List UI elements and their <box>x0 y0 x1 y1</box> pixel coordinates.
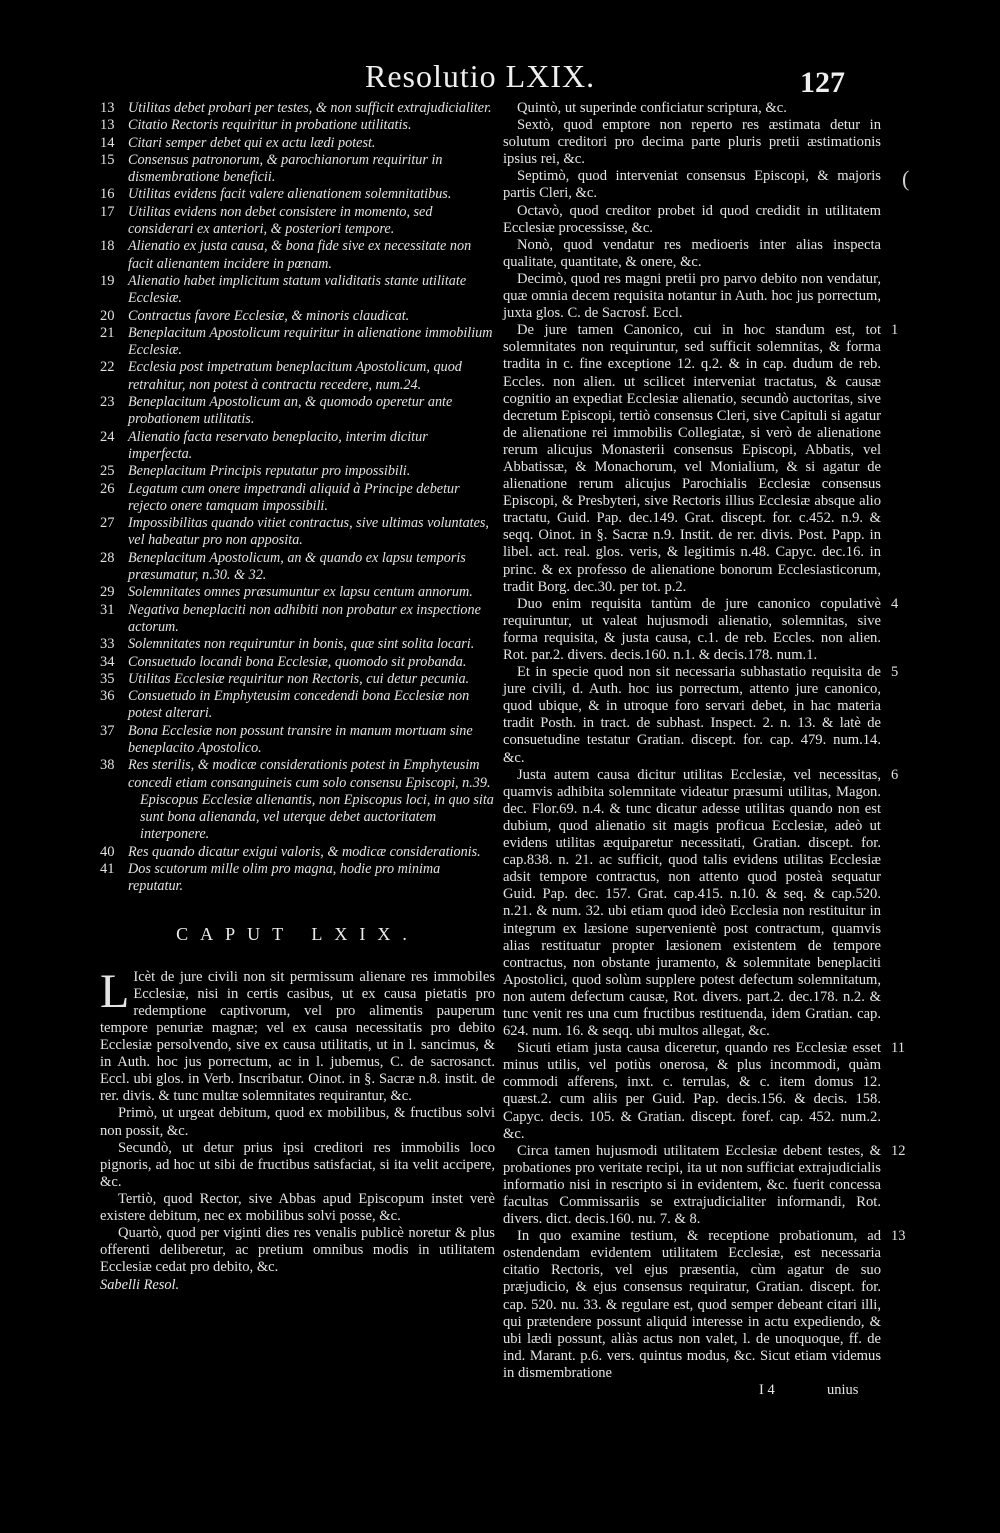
signature-mark: I 4 <box>759 1382 775 1399</box>
index-text: Beneplacitum Principis reputatur pro impossibili. <box>128 463 411 480</box>
index-entry <box>100 654 495 671</box>
index-number: 28 <box>100 549 115 566</box>
paragraph <box>503 322 899 596</box>
index-entry <box>100 792 495 844</box>
index-text: Consuetudo in Emphyteusim concedendi bona Ecclesiæ non potest alterari. <box>128 688 470 722</box>
paragraph <box>503 664 899 767</box>
index-number: 26 <box>100 480 115 497</box>
footer-line <box>503 1382 881 1400</box>
index-text: Negativa beneplaciti non adhibiti non probatur ex inspectione actorum. <box>128 601 481 635</box>
index-text: Consuetudo locandi bona Ecclesiæ, quomodo sit probanda. <box>128 653 467 670</box>
index-number: 22 <box>100 359 115 376</box>
index-text: Utilitas Ecclesiæ requiritur non Rectoris, cui detur pecunia. <box>128 670 470 687</box>
index-text: Beneplacitum Apostolicum requiritur in alienatione immobilium Ecclesiæ. <box>128 324 493 359</box>
index-text: Utilitas evidens facit valere alienationem solemnitatibus. <box>128 186 452 203</box>
paragraph-text: Decimò, quod res magni pretii pro parvo debito non vendatur, quæ omnia decem requisita notantur in Auth. hoc jus porrectum, juxta glos. C. de Sacrosf. Eccl. <box>503 270 881 322</box>
paragraph: Tertiò, quod Rector, sive Abbas apud Episcopum instet verè existere debitum, nec ex mobilibus solvi posse, &c. <box>100 1190 495 1224</box>
paragraph <box>503 100 881 117</box>
index-text: Alienatio facta reservato beneplacito, interim dicitur imperfecta. <box>128 428 428 462</box>
index-text: Consensus patronorum, & parochianorum requiritur in dismembratione beneficii. <box>128 151 443 186</box>
index-number: 17 <box>100 203 115 220</box>
paragraph-text: Septimò, quod interveniat consensus Episcopi, & majoris partis Cleri, &c. <box>503 168 881 202</box>
index-text: Alienatio ex justa causa, & bona fide sive ex necessitate non facit alienantem incidere in pœnam. <box>128 238 472 272</box>
index-number: 41 <box>100 861 115 878</box>
index-entry <box>100 463 495 480</box>
index-number: 15 <box>100 151 115 168</box>
index-entry <box>100 757 495 792</box>
index-entry <box>100 152 495 187</box>
index-entry <box>100 861 495 896</box>
paragraph-text: Duo enim requisita tantùm de jure canonico copulativè requiruntur, ut valeat hujusmodi alienatio, solemnitas, sive forma requisita, & justa causa, c.1. de reb. Eccles. non alien. Rot. par.2. divers. decis.160. n.1. & decis.178. num.1. <box>503 595 881 663</box>
signature-line: Sabelli Resol. <box>100 1277 180 1294</box>
index-text: Ecclesia post impetratum beneplacitum Apostolicum, quod retrahitur, non potest à contractu recedere, num.24. <box>128 359 462 393</box>
paragraph <box>503 203 881 237</box>
right-column <box>503 100 906 1400</box>
index-entry <box>100 723 495 758</box>
catchword: unius <box>827 1382 859 1399</box>
index-number: 35 <box>100 670 115 687</box>
index-number: 21 <box>100 324 115 341</box>
margin-number: 1 <box>891 322 899 339</box>
index-number: 13 <box>100 117 115 134</box>
margin-number: 5 <box>891 664 899 681</box>
index-entry <box>100 602 495 637</box>
margin-number: 11 <box>891 1040 905 1057</box>
margin-number: 6 <box>891 766 899 783</box>
index-text: Beneplacitum Apostolicum, an & quando ex lapsu temporis præsumatur, n.30. & 32. <box>128 549 466 584</box>
index-entry <box>100 273 495 308</box>
index-number: 29 <box>100 584 115 601</box>
paragraph-text: Circa tamen hujusmodi utilitatem Ecclesiæ debent testes, & probationes pro veritate recipi, ita ut non sufficiat extrajudicialis informatio nisi in rescripto si in evidentem, &c. fuerit concessa facultas Commissariis se extrajudicialiter informandi, Rot. divers. dict. decis.160. nu. 7. & 8. <box>503 1142 881 1228</box>
page-number: 127 <box>800 66 845 99</box>
index-number: 24 <box>100 428 115 445</box>
index-text: Beneplacitum Apostolicum an, & quomodo operetur ante probationem utilitatis. <box>128 394 453 428</box>
index-text: Utilitas evidens non debet consistere in momento, sed considerari ex anteriori, & posteriori tempore. <box>128 203 433 238</box>
paragraph-text: Sicuti etiam justa causa diceretur, quando res Ecclesiæ esset minus utilis, vel potiùs onerosa, & plus incommodi, quàm commodi afferens, inxt. c. terrulas, & c. item domus 12. quæst.2. cum aliis per Guid. Pap. decis.156. & decis. 158. Capyc. decis. 105. & Gratian. discept. foref. cap. 452. num.2. &c. <box>503 1040 881 1142</box>
chapter-body-right <box>503 100 906 1382</box>
index-entry <box>100 117 495 134</box>
chapter-heading: CAPUT LXIX. <box>176 923 419 944</box>
paragraph-text: Quintò, ut superinde conficiatur scriptura, &c. <box>517 100 787 116</box>
index-number: 13 <box>100 100 115 116</box>
index-text: Solemnitates omnes præsumuntur ex lapsu centum annorum. <box>128 584 473 601</box>
index-entry <box>100 238 495 273</box>
paragraph <box>503 271 881 322</box>
index-text: Impossibilitas quando vitiet contractus, sive ultimas voluntates, vel habeatur pro non apposita. <box>128 515 489 549</box>
index-entry <box>100 550 495 585</box>
paragraph-text: Sextò, quod emptore non reperto res æstimata detur in solutum creditori pro decima parte pluris pretii æstimationis ipsius rei, &c. <box>503 117 881 168</box>
index-entry <box>100 186 495 203</box>
index-text: Episcopus Ecclesiæ alienantis, non Episcopus loci, in quo sita sunt bona alienanda, vel uterque debet auctoritatem interponere. <box>140 791 494 843</box>
paragraph-text: Nonò, quod vendatur res medioeris inter alias inspecta qualitate, quantitate, & onere, &c. <box>503 236 881 270</box>
paragraph <box>503 237 881 271</box>
running-head: Resolutio LXIX. <box>365 58 596 94</box>
paragraph: Quartò, quod per viginti dies res venalis publicè noretur & plus offerenti deliberetur, ac pretium omnibus modis in utilitatem Ecclesiæ cedat pro debito, &c. <box>100 1225 495 1276</box>
index-text: Alienatio habet implicitum statum validitatis stante utilitate Ecclesiæ. <box>128 272 467 307</box>
index-entry <box>100 688 495 723</box>
intro-text: Icèt de jure civili non sit permissum alienare res immobiles Ecclesiæ, nisi in certis casibus, ut ex causa pietatis pro redemptione captivorum, vel pro alimentis pauperum tempore penuriæ magnæ; vel ex causa necessitatis pro debito Ecclesiæ persolvendo, sive ex causa utilitatis, ut in l. sancimus, & in Auth. hoc jus porrectum, ac in l. jubemus, C. de sacrosanct. Eccl. ubi glos. in Verb. Inscribatur. Oinot. in §. Sacræ n.8. instit. de rer. divis. & tunc multæ solemnitates requirantur, &c. <box>100 968 495 1105</box>
index-entry <box>100 204 495 239</box>
paragraph: Secundò, ut detur prius ipsi creditori res immobilis loco pignoris, ad hoc ut sibi de fructibus satisfaciat, si ita velit accipere, &c. <box>100 1139 495 1190</box>
index-entry <box>100 359 495 394</box>
index-number: 40 <box>100 843 115 860</box>
index-number: 23 <box>100 394 115 411</box>
index-text: Res sterilis, & modicæ considerationis potest in Emphyteusim concedi etiam consanguineis cum solo consensu Episcopi, n.39. <box>128 757 491 791</box>
paragraph <box>503 1142 906 1228</box>
index-entry <box>100 515 495 550</box>
paragraph-text: De jure tamen Canonico, cui in hoc standum est, tot solemnitates non requiruntur, sed sufficit solemnitas, & forma tradita in c. fine exceptione 12. q.2. & in cap. dudum de reb. Eccles. non alien. ut scilicet interveniat tractatus, & causæ cognitio an expediat Ecclesiæ alienatio, secundò auctoritas, sive decretum Episcopi, tertiò consensus Cleri, sive Capituli si agatur de alienatione rei immobilis Collegiatæ, si verò de alienatione rerum alicujus Monasterii consensus Episcopi, Abbatis, vel Abbatissæ, & Monachorum, vel Monialium, & si agatur de alienatione rerum alicujus Parochialis Ecclesiæ consensus Episcopi, & Presbyteri, sive Rectoris illius Ecclesiæ absque alio tractatu, Guid. Pap. dec.149. Grat. discept. for. c.452. n.9. & seqq. Oinot. in §. Sacræ n.9. Instit. de rer. divis. Post. Papp. in libel. act. real. glos. veris, & legitimis n.48. Capyc. dec.16. in princ. & ex professo de alienatione bonorum Ecclesiasticorum, tradit Borg. dec.30. per tot. p.2. <box>503 322 881 595</box>
index-text: Citatio Rectoris requiritur in probatione utilitatis. <box>128 117 412 134</box>
left-column <box>100 100 495 1294</box>
paragraph: Primò, ut urgeat debitum, quod ex mobilibus, & fructibus solvi non possit, &c. <box>100 1105 495 1139</box>
index-text: Utilitas debet probari per testes, & non sufficit extrajudicialiter. <box>128 100 492 116</box>
margin-number: 13 <box>891 1228 906 1245</box>
index-entry <box>100 100 495 117</box>
index-number: 25 <box>100 463 115 480</box>
paragraph <box>503 595 899 664</box>
index-entry <box>100 429 495 464</box>
index-number: 20 <box>100 307 115 324</box>
index-text: Dos scutorum mille olim pro magna, hodie pro minima reputatur. <box>128 861 441 895</box>
index-number: 38 <box>100 757 115 774</box>
margin-mark: ( <box>902 166 910 191</box>
paragraph <box>503 1040 905 1143</box>
chapter-body-left <box>100 964 495 1277</box>
intro-paragraph <box>100 964 495 1106</box>
paragraph <box>503 1228 906 1382</box>
margin-number: 12 <box>891 1142 906 1159</box>
index-text: Solemnitates non requiruntur in bonis, quæ sint solita locari. <box>128 636 475 653</box>
paragraph-text: Octavò, quod creditor probet id quod credidit in utilitatem Ecclesiæ processisse, &c. <box>503 202 881 236</box>
index-text: Bona Ecclesiæ non possunt transire in manum mortuam sine beneplacito Apostolico. <box>128 722 473 756</box>
index-text: Citari semper debet qui ex actu lædi potest. <box>128 134 376 151</box>
index-entry <box>100 584 495 601</box>
margin-number: 4 <box>891 595 899 612</box>
paragraph <box>503 766 899 1041</box>
index-text: Contractus favore Ecclesiæ, & minoris claudicat. <box>128 307 410 324</box>
drop-cap: L <box>100 964 130 1018</box>
index-number: 31 <box>100 601 115 618</box>
paragraph <box>503 117 881 168</box>
index-text: Res quando dicatur exigui valoris, & modicæ considerationis. <box>128 843 481 860</box>
index-entry <box>100 636 495 653</box>
index-number: 19 <box>100 272 115 289</box>
paragraph-text: Justa autem causa dicitur utilitas Ecclesiæ, vel necessitas, quamvis adhibita solemnitate videatur præsumi utilitas, Magon. dec. Flor.69. n.4. & tunc dicatur adesse utilitas quando non est dubium, quod alienatio sit magis proficua Ecclesiæ, adeò ut evidens utilitas æquiparetur necessitati, Gratian. discept. for. cap.838. n. 21. ac sufficit, quod talis evidens utilitas Ecclesiæ adsit tempore contractus, non attento quod posteà sequatur Guid. Pap. dec. 157. Grat. cap.415. n.10. & seq. & cap.520. n.21. & num. 32. ubi etiam quod ideò Ecclesia non restituitur in integrum ex læsione supervenientè post contractum, quamvis alias restituatur propter læsionem existentem de tempore contractus, non obstante juramento, & solemnitate beneplaciti Apostolici, quod solùm supplere potest defectum solemnitatum, non autem defectum causæ, Rot. divers. part.2. dec.178. n.2. & tunc venit res una cum fructibus restituenda, idem Gratian. cap. 624. num. 16. & seqq. ubi multos allegat, &c. <box>503 766 881 1040</box>
index-entry <box>100 844 495 861</box>
summary-index <box>100 100 495 896</box>
index-number: 27 <box>100 515 115 532</box>
index-number: 16 <box>100 186 115 203</box>
index-text: Legatum cum onere impetrandi aliquid à Principe debetur rejecto onere tamquam impossibili. <box>128 480 460 514</box>
paragraph <box>503 168 881 202</box>
index-entry <box>100 481 495 516</box>
index-entry <box>100 308 495 325</box>
paragraph-text: In quo examine testium, & receptione probationum, ad ostendendam evidentem utilitatem Ecclesiæ, est necessaria citatio Rectoris, vel ejus præsentia, cùm agatur de suo præjudicio, & ejus consensus requiratur, Gratian. discept. for. cap. 520. nu. 33. & regulare est, quod semper debeant citari illi, qui prætendere possunt aliquid interesse in actu expediendo, & ubi lædi possunt, aliàs actus non valet, l. de unoquoque, ff. de ind. Marant. p.6. vers. quintus modus, &c. Sicut etiam videmus in dismembratione <box>503 1228 881 1381</box>
index-entry <box>100 135 495 152</box>
index-number: 18 <box>100 238 115 255</box>
index-entry <box>100 325 495 360</box>
index-number: 33 <box>100 636 115 653</box>
index-number: 36 <box>100 688 115 705</box>
index-number: 14 <box>100 134 115 151</box>
paragraph-text: Et in specie quod non sit necessaria subhastatio requisita de jure civili, d. Auth. hoc ius porrectum, attento jure canonico, quod ubique, & in utroque foro servari debet, in hac materia tradit Posth. in tract. de subhast. Inspect. 2. n. 13. & latè de consuetudine testatur Gratian. discept. for. cap. 479. num.14. &c. <box>503 664 881 766</box>
index-number: 34 <box>100 653 115 670</box>
index-entry <box>100 394 495 429</box>
index-entry <box>100 671 495 688</box>
index-number: 37 <box>100 722 115 739</box>
